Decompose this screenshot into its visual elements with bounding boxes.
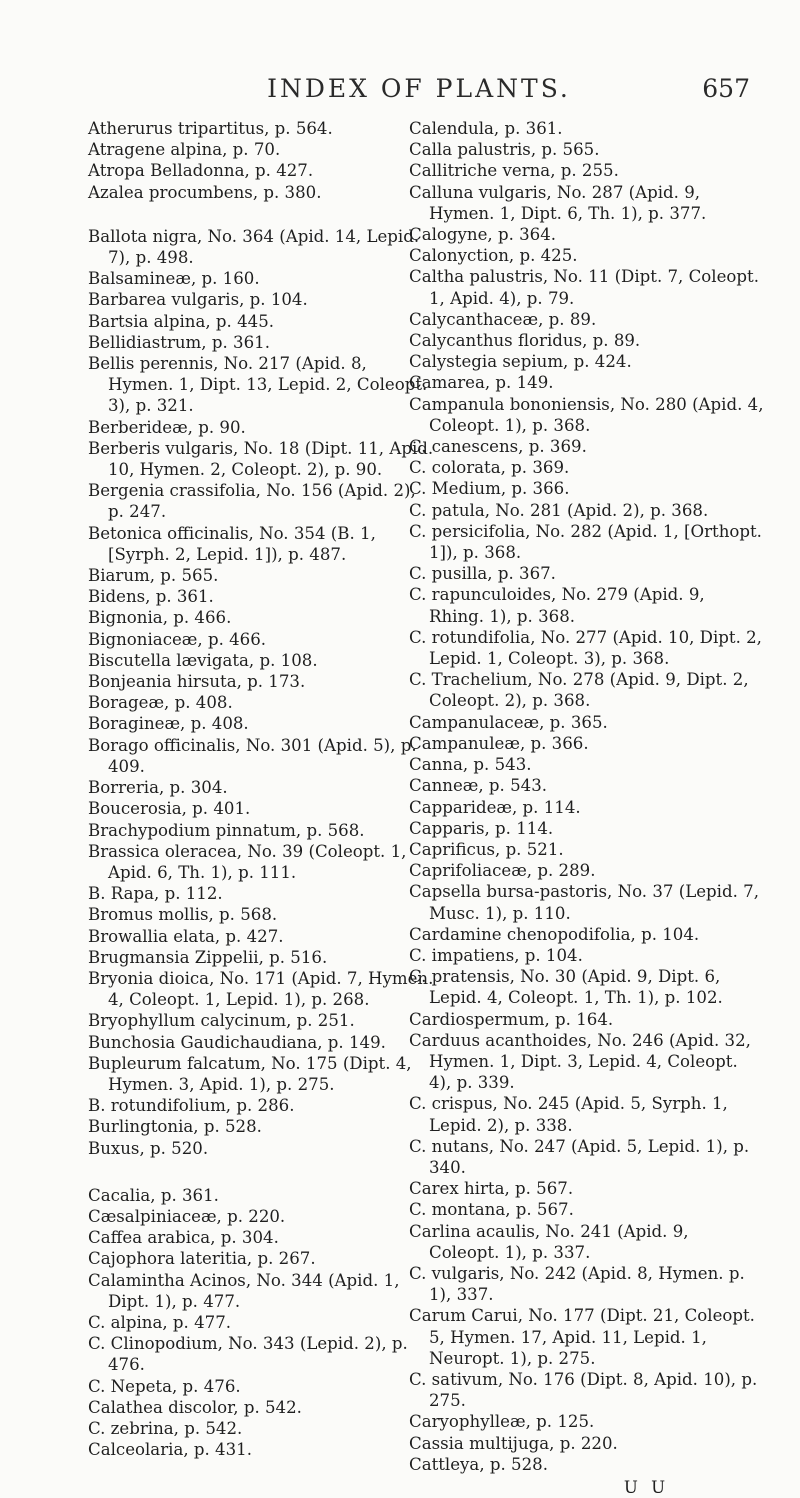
section-spacer [88,203,436,226]
index-entry: Caffea arabica, p. 304. [88,1228,279,1248]
index-entry: Cardamine chenopodifolia, p. 104. [409,924,700,944]
page-number: 657 [702,74,750,103]
index-entry: Carum Carui, No. 177 (Dipt. 21, Coleopt. 5, Hymen. 17, Apid. 11, Lepid. 1, Neuropt. 1), p. 275. [409,1306,755,1368]
index-entry: C. crispus, No. 245 (Apid. 5, Syrph. 1, Lepid. 2), p. 338. [409,1094,728,1135]
index-entry: Cassia multijuga, p. 220. [409,1433,618,1453]
index-entry: Bidens, p. 361. [88,587,214,607]
index-entry: Callitriche verna, p. 255. [409,161,619,181]
index-entry: C. canescens, p. 369. [409,437,587,457]
index-entry: Canneæ, p. 543. [409,776,548,796]
index-entry: Bryonia dioica, No. 171 (Apid. 7, Hymen. 4, Coleopt. 1, Lepid. 1), p. 268. [88,968,434,1010]
index-entry: Canna, p. 543. [409,755,532,775]
index-entry: Balsamineæ, p. 160. [88,269,260,289]
index-entry: C. colorata, p. 369. [409,458,570,478]
index-entry: Calla palustris, p. 565. [409,140,600,160]
index-entry: Capsella bursa-pastoris, No. 37 (Lepid. 7, Musc. 1), p. 110. [409,882,759,923]
index-entry: Brachypodium pinnatum, p. 568. [88,820,365,840]
index-entry: C. impatiens, p. 104. [409,945,583,965]
right-index-column [409,118,764,1498]
index-entry: Calendula, p. 361. [409,119,563,138]
index-entry: Calycanthus floridus, p. 89. [409,331,641,351]
index-entry: Calceolaria, p. 431. [88,1440,253,1460]
index-entry: C. Medium, p. 366. [409,479,570,499]
index-entry: C. vulgaris, No. 242 (Apid. 8, Hymen. p. 1), 337. [409,1263,745,1305]
index-entry: Borago officinalis, No. 301 (Apid. 5), p. 409. [88,735,417,776]
index-entry: Calystegia sepium, p. 424. [409,352,632,372]
index-entry: Carlina acaulis, No. 241 (Apid. 9, Coleopt. 1), p. 337. [409,1221,689,1262]
index-entry: Capparis, p. 114. [409,818,554,838]
index-entry: Burlingtonia, p. 528. [88,1117,262,1137]
index-entry: Berberis vulgaris, No. 18 (Dipt. 11, Apid. 10, Hymen. 2, Coleopt. 2), p. 90. [88,438,434,480]
index-entry: Biscutella lævigata, p. 108. [88,650,318,670]
index-entry: Campanulaceæ, p. 365. [409,712,608,732]
index-entry: Bromus mollis, p. 568. [88,905,278,925]
index-entry: Buxus, p. 520. [88,1138,209,1158]
index-entry: Atropa Belladonna, p. 427. [88,161,314,181]
signature-mark: U U [623,1478,670,1497]
index-entry: Cacalia, p. 361. [88,1185,219,1205]
index-entry: C. Trachelium, No. 278 (Apid. 9, Dipt. 2, Coleopt. 2), p. 368. [409,670,749,711]
index-entry: Carex hirta, p. 567. [409,1179,574,1199]
index-entry: Calonyction, p. 425. [409,246,578,266]
index-entry: Caprifoliaceæ, p. 289. [409,861,596,881]
index-entry: Bignonia, p. 466. [88,608,232,628]
index-entry: Borreria, p. 304. [88,778,228,798]
index-entry: Atragene alpina, p. 70. [88,140,281,160]
index-entry: Barbarea vulgaris, p. 104. [88,290,308,310]
index-entry: C. pratensis, No. 30 (Apid. 9, Dipt. 6, Lepid. 4, Coleopt. 1, Th. 1), p. 102. [409,967,723,1008]
index-entry: Berberideæ, p. 90. [88,417,246,437]
index-entry: Calluna vulgaris, No. 287 (Apid. 9, Hymen. 1, Dipt. 6, Th. 1), p. 377. [409,182,707,223]
index-entry: Boragineæ, p. 408. [88,714,249,734]
running-header [88,74,750,108]
index-entry: Calogyne, p. 364. [409,225,557,245]
index-entry: Bellis perennis, No. 217 (Apid. 8, Hymen. 1, Dipt. 13, Lepid. 2, Coleopt. 3), p. 321. [88,354,428,416]
index-entry: Azalea procumbens, p. 380. [88,182,322,202]
index-entry: Caltha palustris, No. 11 (Dipt. 7, Coleopt. 1, Apid. 4), p. 79. [409,267,759,308]
index-entry: C. rotundifolia, No. 277 (Apid. 10, Dipt. 2, Lepid. 1, Coleopt. 3), p. 368. [409,627,762,669]
index-entry: Browallia elata, p. 427. [88,926,284,946]
index-entry: Bonjeania hirsuta, p. 173. [88,672,306,692]
index-entry: Bergenia crassifolia, No. 156 (Apid. 2), p. 247. [88,481,416,522]
index-entry: Camarea, p. 149. [409,373,554,393]
index-entry: Caryophylleæ, p. 125. [409,1412,595,1432]
index-entry: Carduus acanthoides, No. 246 (Apid. 32, Hymen. 1, Dipt. 3, Lepid. 4, Coleopt. 4), p. 339. [409,1030,751,1093]
index-entry: C. sativum, No. 176 (Dipt. 8, Apid. 10), p. 275. [409,1369,758,1411]
index-entry: Bupleurum falcatum, No. 175 (Dipt. 4, Hymen. 3, Apid. 1), p. 275. [88,1053,412,1094]
index-entry: C. zebrina, p. 542. [88,1418,243,1438]
index-entry: Brassica oleracea, No. 39 (Coleopt. 1, Apid. 6, Th. 1), p. 111. [88,841,407,882]
index-entry: Ballota nigra, No. 364 (Apid. 14, Lepid. 7), p. 498. [88,226,420,268]
index-entry: C. alpina, p. 477. [88,1312,232,1332]
index-entry: Boucerosia, p. 401. [88,799,251,819]
index-entry: Campanula bononiensis, No. 280 (Apid. 4, Coleopt. 1), p. 368. [409,394,764,435]
index-entry: Atherurus tripartitus, p. 564. [88,119,333,138]
index-entry: Bignoniaceæ, p. 466. [88,629,267,649]
index-entry: B. Rapa, p. 112. [88,884,223,904]
index-entry: C. Clinopodium, No. 343 (Lepid. 2), p. 476. [88,1334,408,1375]
index-entry: Calamintha Acinos, No. 344 (Apid. 1, Dipt. 1), p. 477. [88,1270,400,1311]
index-entry: B. rotundifolium, p. 286. [88,1096,295,1116]
left-index-column [88,118,436,1460]
index-entry: Bryophyllum calycinum, p. 251. [88,1011,355,1031]
index-entry: Calycanthaceæ, p. 89. [409,309,597,329]
index-entry: Cardiospermum, p. 164. [409,1009,614,1029]
index-entry: Borageæ, p. 408. [88,693,233,713]
index-entry: Betonica officinalis, No. 354 (B. 1, [Syrph. 2, Lepid. 1]), p. 487. [88,523,376,564]
index-entry: C. persicifolia, No. 282 (Apid. 1, [Orthopt. 1]), p. 368. [409,521,762,563]
index-entry: Campanuleæ, p. 366. [409,733,589,753]
index-entry: Bartsia alpina, p. 445. [88,311,275,331]
index-entry: C. pusilla, p. 367. [409,564,556,584]
index-entry: C. Nepeta, p. 476. [88,1376,241,1396]
index-entry: Brugmansia Zippelii, p. 516. [88,947,328,967]
index-entry: Bunchosia Gaudichaudiana, p. 149. [88,1032,386,1052]
index-entry: Calathea discolor, p. 542. [88,1397,302,1417]
index-entry: Cæsalpiniaceæ, p. 220. [88,1206,286,1226]
index-entry: Bellidiastrum, p. 361. [88,332,270,352]
index-entry: Capparideæ, p. 114. [409,797,581,817]
section-spacer [88,1159,436,1185]
index-entry: Cattleya, p. 528. [409,1454,548,1474]
index-entry: Cajophora lateritia, p. 267. [88,1249,316,1269]
index-entry: C. patula, No. 281 (Apid. 2), p. 368. [409,500,709,520]
index-entry: Biarum, p. 565. [88,566,219,586]
page-title: INDEX OF PLANTS. [267,74,571,103]
index-entry: Caprificus, p. 521. [409,839,564,859]
index-entry: C. nutans, No. 247 (Apid. 5, Lepid. 1), p. 340. [409,1136,750,1177]
index-entry: C. rapunculoides, No. 279 (Apid. 9, Rhing. 1), p. 368. [409,585,705,626]
index-entry: C. montana, p. 567. [409,1200,574,1220]
